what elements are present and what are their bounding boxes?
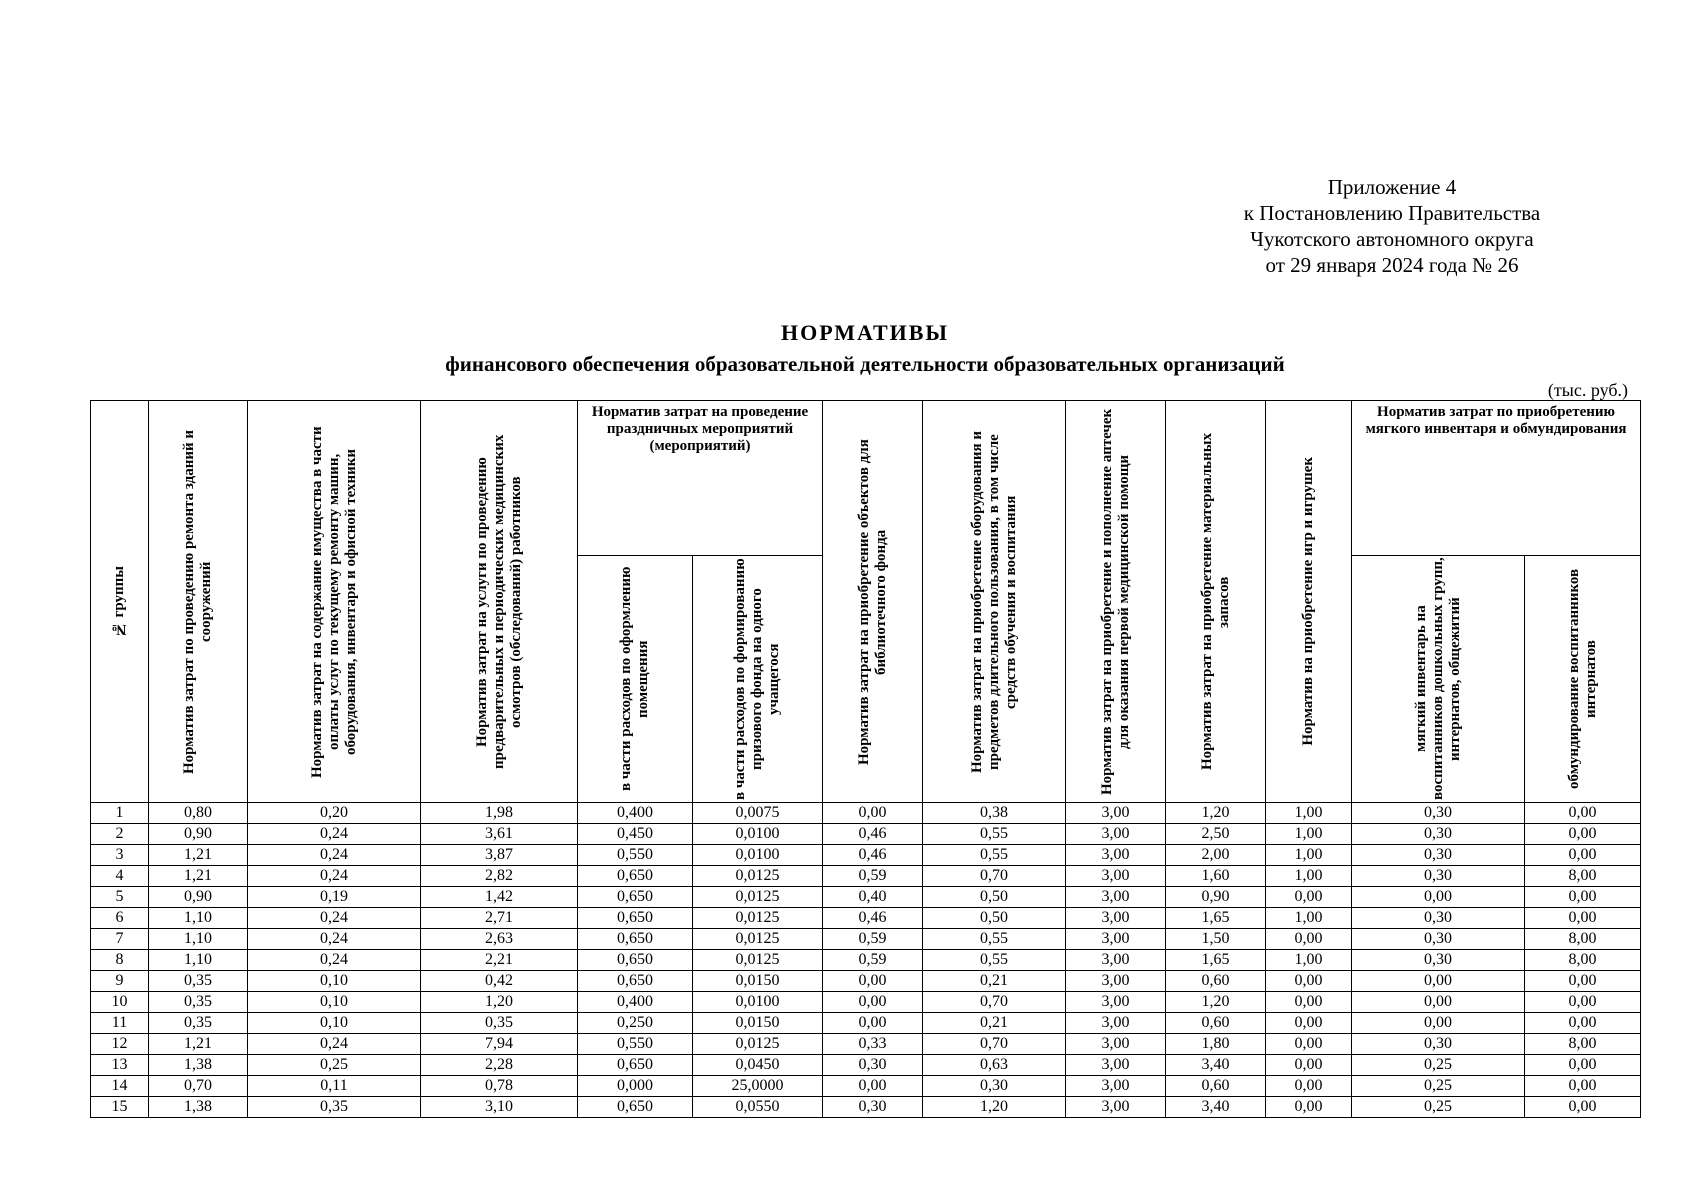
table-cell: 0,0150 — [693, 1013, 823, 1034]
table-row — [91, 1034, 1641, 1055]
table-cell: 1,10 — [149, 929, 248, 950]
table-cell: 0,30 — [1352, 950, 1525, 971]
table-cell: 0,19 — [248, 887, 421, 908]
table-cell: 1,50 — [1166, 929, 1266, 950]
table-cell: 0,25 — [1352, 1097, 1525, 1118]
table-cell: 0,00 — [1352, 992, 1525, 1013]
appendix-line: Чукотского автономного округа — [1250, 227, 1534, 251]
table-cell: 0,21 — [923, 1013, 1066, 1034]
table-cell: 0,35 — [149, 1013, 248, 1034]
table-row — [91, 866, 1641, 887]
table-cell: 0,00 — [1266, 1055, 1352, 1076]
table-cell: 0,24 — [248, 845, 421, 866]
table-cell: 0,650 — [578, 908, 693, 929]
table-cell: 11 — [91, 1013, 149, 1034]
table-cell: 0,0075 — [693, 803, 823, 824]
table-cell: 0,550 — [578, 1034, 693, 1055]
table-cell: 3,00 — [1066, 992, 1166, 1013]
table-cell: 0,00 — [823, 992, 923, 1013]
header-repair: Норматив затрат по проведению ремонта зданий и сооружений — [149, 401, 248, 803]
table-cell: 0,10 — [248, 971, 421, 992]
table-cell: 0,0100 — [693, 824, 823, 845]
table-cell: 0,30 — [923, 1076, 1066, 1097]
table-cell: 0,90 — [1166, 887, 1266, 908]
table-cell: 0,00 — [823, 1013, 923, 1034]
table-cell: 0,0125 — [693, 908, 823, 929]
table-cell: 1,42 — [421, 887, 578, 908]
table-cell: 0,20 — [248, 803, 421, 824]
table-cell: 1,20 — [923, 1097, 1066, 1118]
table-cell: 2,28 — [421, 1055, 578, 1076]
table-cell: 2,50 — [1166, 824, 1266, 845]
table-cell: 1,60 — [1166, 866, 1266, 887]
table-cell: 1,20 — [421, 992, 578, 1013]
table-cell: 0,650 — [578, 866, 693, 887]
table-cell: 0,650 — [578, 1055, 693, 1076]
table-cell: 0,59 — [823, 950, 923, 971]
table-cell: 10 — [91, 992, 149, 1013]
table-cell: 0,55 — [923, 950, 1066, 971]
table-cell: 1,21 — [149, 866, 248, 887]
table-cell: 0,00 — [1266, 1013, 1352, 1034]
table-cell: 3,00 — [1066, 1076, 1166, 1097]
table-cell: 0,60 — [1166, 1076, 1266, 1097]
table-cell: 0,59 — [823, 929, 923, 950]
table-cell: 0,70 — [923, 866, 1066, 887]
table-cell: 5 — [91, 887, 149, 908]
table-row — [91, 803, 1641, 824]
table-cell: 2,71 — [421, 908, 578, 929]
table-cell: 0,00 — [1525, 1076, 1641, 1097]
table-cell: 0,38 — [923, 803, 1066, 824]
table-body — [91, 803, 1641, 1118]
table-cell: 1,00 — [1266, 845, 1352, 866]
table-cell: 0,650 — [578, 1097, 693, 1118]
table-cell: 1,00 — [1266, 908, 1352, 929]
table-cell: 0,21 — [923, 971, 1066, 992]
table-cell: 14 — [91, 1076, 149, 1097]
table-cell: 0,00 — [1266, 1076, 1352, 1097]
table-cell: 0,80 — [149, 803, 248, 824]
table-cell: 2,21 — [421, 950, 578, 971]
table-cell: 3,00 — [1066, 1013, 1166, 1034]
header-holidays-prize: в части расходов по формированию призового фонда на одного учащегося — [693, 556, 823, 803]
table-cell: 2,63 — [421, 929, 578, 950]
table-cell: 2 — [91, 824, 149, 845]
table-cell: 0,25 — [1352, 1055, 1525, 1076]
header-toys: Норматив на приобретение игр и игрушек — [1266, 401, 1352, 803]
header-equipment: Норматив затрат на приобретение оборудования и предметов длительного пользования, в том числе средств обучения и воспитания — [923, 401, 1066, 803]
table-row — [91, 1013, 1641, 1034]
table-cell: 1,00 — [1266, 866, 1352, 887]
table-cell: 0,60 — [1166, 971, 1266, 992]
table-cell: 0,59 — [823, 866, 923, 887]
table-cell: 0,35 — [248, 1097, 421, 1118]
table-row — [91, 1076, 1641, 1097]
table-cell: 4 — [91, 866, 149, 887]
table-cell: 0,0125 — [693, 866, 823, 887]
table-cell: 0,70 — [923, 992, 1066, 1013]
table-cell: 3,00 — [1066, 824, 1166, 845]
table-cell: 0,30 — [1352, 803, 1525, 824]
header-medical: Норматив затрат на услуги по проведению предварительных и периодических медицинских осмотров (обследований) работников — [421, 401, 578, 803]
table-cell: 0,0100 — [693, 992, 823, 1013]
table-cell: 0,650 — [578, 950, 693, 971]
table-cell: 0,650 — [578, 971, 693, 992]
table-cell: 0,46 — [823, 845, 923, 866]
table-cell: 1,00 — [1266, 950, 1352, 971]
table-cell: 0,90 — [149, 887, 248, 908]
table-cell: 1,10 — [149, 950, 248, 971]
appendix-header — [1232, 174, 1552, 278]
table-cell: 3,00 — [1066, 866, 1166, 887]
table-cell: 0,42 — [421, 971, 578, 992]
table-cell: 0,00 — [823, 1076, 923, 1097]
table-cell: 0,650 — [578, 887, 693, 908]
table-cell: 0,00 — [1266, 887, 1352, 908]
table-cell: 0,35 — [149, 992, 248, 1013]
table-cell: 1 — [91, 803, 149, 824]
table-cell: 0,00 — [1525, 824, 1641, 845]
table-row — [91, 908, 1641, 929]
table-cell: 0,000 — [578, 1076, 693, 1097]
table-cell: 0,24 — [248, 824, 421, 845]
table-cell: 3 — [91, 845, 149, 866]
table-cell: 0,450 — [578, 824, 693, 845]
table-cell: 1,65 — [1166, 908, 1266, 929]
header-library: Норматив затрат на приобретение объектов для библиотечного фонда — [823, 401, 923, 803]
table-cell: 0,00 — [1525, 845, 1641, 866]
table-cell: 0,00 — [1525, 887, 1641, 908]
table-cell: 3,00 — [1066, 803, 1166, 824]
table-cell: 1,20 — [1166, 803, 1266, 824]
table-cell: 7 — [91, 929, 149, 950]
table-cell: 0,30 — [1352, 866, 1525, 887]
table-cell: 0,40 — [823, 887, 923, 908]
table-cell: 0,30 — [1352, 845, 1525, 866]
table-cell: 0,33 — [823, 1034, 923, 1055]
table-cell: 0,10 — [248, 1013, 421, 1034]
appendix-line: к Постановлению Правительства — [1243, 201, 1541, 225]
table-cell: 3,00 — [1066, 971, 1166, 992]
units-label: (тыс. руб.) — [1547, 380, 1628, 400]
header-maintenance: Норматив затрат на содержание имущества в части оплаты услуг по текущему ремонту машин, оборудования, инвентаря и офисной техники — [248, 401, 421, 803]
header-soft-inventory-group: Норматив затрат по приобретению мягкого инвентаря и обмундирования — [1352, 401, 1641, 556]
table-cell: 0,00 — [1266, 929, 1352, 950]
table-cell: 1,98 — [421, 803, 578, 824]
table-cell: 0,25 — [1352, 1076, 1525, 1097]
table-cell: 0,70 — [149, 1076, 248, 1097]
header-uniform: обмундирование воспитанников интернатов — [1525, 556, 1641, 803]
table-row — [91, 971, 1641, 992]
table-cell: 3,00 — [1066, 950, 1166, 971]
table-row — [91, 824, 1641, 845]
table-cell: 0,00 — [1525, 992, 1641, 1013]
table-cell: 0,0550 — [693, 1097, 823, 1118]
table-cell: 0,46 — [823, 824, 923, 845]
table-cell: 0,00 — [823, 971, 923, 992]
table-cell: 0,0125 — [693, 887, 823, 908]
table-row — [91, 1055, 1641, 1076]
table-cell: 7,94 — [421, 1034, 578, 1055]
table-cell: 0,24 — [248, 929, 421, 950]
table-cell: 0,35 — [149, 971, 248, 992]
table-cell: 0,90 — [149, 824, 248, 845]
table-cell: 6 — [91, 908, 149, 929]
table-cell: 3,40 — [1166, 1055, 1266, 1076]
table-row — [91, 845, 1641, 866]
table-cell: 0,650 — [578, 929, 693, 950]
table-row — [91, 950, 1641, 971]
table-cell: 0,0100 — [693, 845, 823, 866]
table-row — [91, 992, 1641, 1013]
table-cell: 0,24 — [248, 866, 421, 887]
table-cell: 0,0125 — [693, 929, 823, 950]
table-cell: 0,30 — [1352, 908, 1525, 929]
table-row — [91, 929, 1641, 950]
table-cell: 0,0150 — [693, 971, 823, 992]
table-cell: 8,00 — [1525, 1034, 1641, 1055]
table-cell: 1,80 — [1166, 1034, 1266, 1055]
table-cell: 9 — [91, 971, 149, 992]
norms-table — [90, 400, 1641, 1118]
header-soft-inventory: мягкий инвентарь на воспитанников дошкольных групп, интернатов, общежитий — [1352, 556, 1525, 803]
table-cell: 0,00 — [1525, 1055, 1641, 1076]
table-cell: 0,55 — [923, 929, 1066, 950]
header-first-aid: Норматив затрат на приобретение и пополнение аптечек для оказания первой медицинской помощи — [1066, 401, 1166, 803]
table-cell: 3,61 — [421, 824, 578, 845]
table-cell: 0,70 — [923, 1034, 1066, 1055]
table-cell: 0,24 — [248, 1034, 421, 1055]
table-cell: 0,00 — [823, 803, 923, 824]
table-cell: 0,00 — [1352, 1013, 1525, 1034]
table-cell: 3,00 — [1066, 845, 1166, 866]
table-cell: 1,00 — [1266, 824, 1352, 845]
table-cell: 0,00 — [1352, 971, 1525, 992]
table-cell: 8,00 — [1525, 866, 1641, 887]
table-cell: 13 — [91, 1055, 149, 1076]
table-cell: 0,30 — [1352, 929, 1525, 950]
table-cell: 0,00 — [1266, 1097, 1352, 1118]
table-cell: 0,0125 — [693, 1034, 823, 1055]
table-cell: 0,10 — [248, 992, 421, 1013]
table-cell: 1,38 — [149, 1097, 248, 1118]
table-cell: 12 — [91, 1034, 149, 1055]
table-cell: 0,00 — [1525, 908, 1641, 929]
table-cell: 3,00 — [1066, 1034, 1166, 1055]
table-cell: 15 — [91, 1097, 149, 1118]
table-cell: 0,00 — [1266, 971, 1352, 992]
header-holidays-room: в части расходов по оформлению помещения — [578, 556, 693, 803]
table-cell: 1,38 — [149, 1055, 248, 1076]
table-cell: 0,0450 — [693, 1055, 823, 1076]
table-cell: 25,0000 — [693, 1076, 823, 1097]
header-materials: Норматив затрат на приобретение материальных запасов — [1166, 401, 1266, 803]
table-cell: 1,65 — [1166, 950, 1266, 971]
header-group-no: № группы — [91, 401, 149, 803]
table-cell: 0,30 — [823, 1097, 923, 1118]
table-cell: 0,11 — [248, 1076, 421, 1097]
table-cell: 1,21 — [149, 845, 248, 866]
table-row — [91, 887, 1641, 908]
table-cell: 0,78 — [421, 1076, 578, 1097]
table-cell: 3,00 — [1066, 887, 1166, 908]
appendix-line: от 29 января 2024 года № 26 — [1265, 253, 1519, 277]
table-cell: 0,00 — [1525, 971, 1641, 992]
table-cell: 1,10 — [149, 908, 248, 929]
table-cell: 1,00 — [1266, 803, 1352, 824]
table-cell: 2,00 — [1166, 845, 1266, 866]
table-cell: 0,30 — [1352, 824, 1525, 845]
table-cell: 0,46 — [823, 908, 923, 929]
table-cell: 0,55 — [923, 824, 1066, 845]
document-title: НОРМАТИВЫ — [780, 320, 950, 345]
table-cell: 3,00 — [1066, 908, 1166, 929]
table-cell: 8,00 — [1525, 950, 1641, 971]
table-cell: 3,00 — [1066, 1097, 1166, 1118]
table-cell: 1,20 — [1166, 992, 1266, 1013]
table-cell: 0,00 — [1525, 1013, 1641, 1034]
table-cell: 0,00 — [1352, 887, 1525, 908]
table-cell: 0,550 — [578, 845, 693, 866]
table-cell: 0,400 — [578, 992, 693, 1013]
table-cell: 0,35 — [421, 1013, 578, 1034]
table-cell: 0,30 — [1352, 1034, 1525, 1055]
table-cell: 0,25 — [248, 1055, 421, 1076]
table-cell: 0,30 — [823, 1055, 923, 1076]
table-cell: 3,40 — [1166, 1097, 1266, 1118]
table-row — [91, 1097, 1641, 1118]
table-cell: 0,24 — [248, 908, 421, 929]
table-cell: 0,50 — [923, 908, 1066, 929]
appendix-line: Приложение 4 — [1327, 175, 1457, 199]
table-cell: 1,21 — [149, 1034, 248, 1055]
table-cell: 2,82 — [421, 866, 578, 887]
table-cell: 0,63 — [923, 1055, 1066, 1076]
header-holidays: Норматив затрат на проведение праздничных мероприятий (мероприятий) — [578, 401, 823, 556]
table-cell: 0,250 — [578, 1013, 693, 1034]
table-cell: 0,60 — [1166, 1013, 1266, 1034]
table-cell: 0,00 — [1266, 1034, 1352, 1055]
table-cell: 3,87 — [421, 845, 578, 866]
table-cell: 8 — [91, 950, 149, 971]
table-cell: 0,24 — [248, 950, 421, 971]
table-cell: 0,00 — [1266, 992, 1352, 1013]
table-cell: 3,00 — [1066, 1055, 1166, 1076]
table-cell: 0,0125 — [693, 950, 823, 971]
table-cell: 0,55 — [923, 845, 1066, 866]
table-cell: 3,10 — [421, 1097, 578, 1118]
table-cell: 0,400 — [578, 803, 693, 824]
document-subtitle: финансового обеспечения образовательной деятельности образовательных организаций — [445, 352, 1285, 376]
table-cell: 0,50 — [923, 887, 1066, 908]
table-cell: 3,00 — [1066, 929, 1166, 950]
table-cell: 8,00 — [1525, 929, 1641, 950]
table-cell: 0,00 — [1525, 803, 1641, 824]
table-cell: 0,00 — [1525, 1097, 1641, 1118]
